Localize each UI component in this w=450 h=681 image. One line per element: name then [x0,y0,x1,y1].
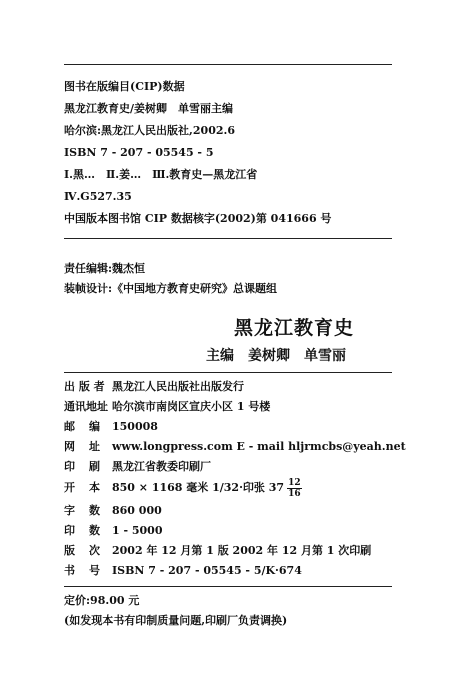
info-value: 黑龙江省教委印刷厂 [112,460,211,473]
info-label: 印 数 [64,524,100,537]
info-label: 网 址 [64,440,100,453]
cip-line-title: 黑龙江教育史/姜树卿 单雪丽主编 [64,102,234,115]
info-label: 版 次 [64,544,100,557]
sheet-fraction [287,478,302,499]
info-row-address [64,400,270,414]
info-row-printer [64,460,211,474]
info-bottom-rule [64,586,392,587]
info-row-format [64,476,302,500]
cover-design: 装帧设计:《中国地方教育史研究》总课题组 [64,282,278,295]
info-value: 1 - 5000 [112,524,163,537]
top-rule [64,64,392,65]
cip-heading: 图书在版编目(CIP)数据 [64,80,185,93]
info-value: 哈尔滨市南岗区宣庆小区 1 号楼 [112,400,271,413]
info-label: 通讯地址 [64,400,108,413]
info-label: 出 版 者 [64,380,105,393]
info-label: 印 刷 [64,460,100,473]
cip-bottom-rule [64,238,392,239]
book-title: 黑龙江教育史 [234,317,355,339]
info-value: 2002 年 12 月第 1 版 2002 年 12 月第 1 次印刷 [112,544,372,557]
cip-line-record: 中国版本图书馆 CIP 数据核字(2002)第 041666 号 [64,212,332,225]
price: 定价:98.00 元 [64,594,140,607]
info-value: 150008 [112,420,158,433]
info-value: 850 × 1168 毫米 1/32·印张 37 [112,481,285,494]
book-authors: 主编 姜树卿 单雪丽 [206,348,346,364]
quality-note: (如发现本书有印制质量问题,印刷厂负责调换) [64,614,288,627]
info-label: 开 本 [64,481,100,494]
info-top-rule [64,372,392,373]
info-value: 860 000 [112,504,162,517]
info-row-wordcount [64,504,162,518]
fraction-denominator: 16 [288,488,301,499]
info-value: ISBN 7 - 207 - 05545 - 5/K·674 [112,564,302,577]
info-row-publisher [64,380,244,394]
info-value: www.longpress.com E - mail hljrmcbs@yeah.net [112,440,406,453]
info-value: 黑龙江人民出版社出版发行 [112,380,244,393]
info-row-booknumber [64,564,302,578]
info-row-edition [64,544,371,558]
info-label: 邮 编 [64,420,100,433]
cip-line-publisher: 哈尔滨:黑龙江人民出版社,2002.6 [64,124,235,137]
info-label: 字 数 [64,504,100,517]
cip-line-subjects: Ⅰ.黑… Ⅱ.姜… Ⅲ.教育史—黑龙江省 [64,168,258,181]
info-row-postcode [64,420,158,434]
fraction-numerator: 12 [288,477,301,488]
cip-line-classification: Ⅳ.G527.35 [64,190,132,203]
info-label: 书 号 [64,564,100,577]
cip-line-isbn: ISBN 7 - 207 - 05545 - 5 [64,146,214,159]
info-row-printrun [64,524,163,538]
info-row-website [64,440,406,454]
responsible-editor: 责任编辑:魏杰恒 [64,262,146,275]
